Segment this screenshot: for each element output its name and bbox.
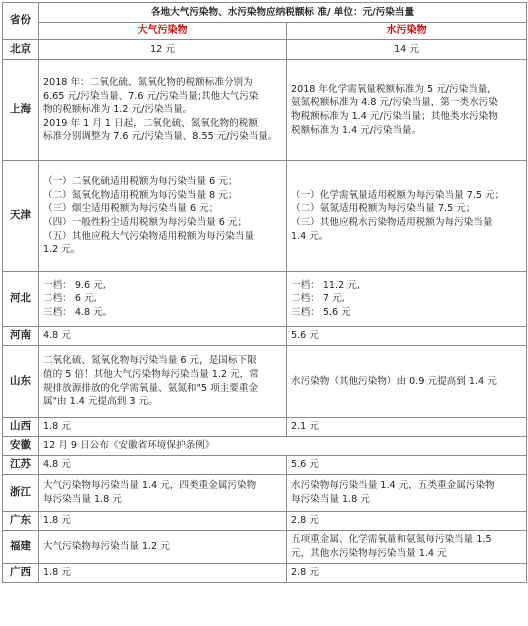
province-cell: 河南 xyxy=(3,327,39,346)
cell-text-line: 物税额标准为 1.4 元/污染当量；其他类水污染物 xyxy=(291,111,498,122)
province-cell: 山东 xyxy=(3,346,39,418)
cell-text-line: 每污染当量 1.8 元 xyxy=(291,494,370,505)
cell-text-line: 5.6 元 xyxy=(291,459,319,471)
tax-rate-table xyxy=(2,2,527,583)
cell-text-line: 1.2 元。 xyxy=(43,244,81,256)
table-title: 各地大气污染物、水污染物应纳税额标 准/ 单位：元/污染当量 xyxy=(39,3,527,23)
air-pollutant-cell xyxy=(39,327,287,346)
water-pollutant-cell xyxy=(287,564,527,583)
province-column-header: 省份 xyxy=(3,3,39,40)
table-row xyxy=(3,272,527,327)
province-cell: 河北 xyxy=(3,272,39,327)
air-pollutant-cell xyxy=(39,512,287,531)
province-cell: 江苏 xyxy=(3,456,39,475)
table-row xyxy=(3,327,527,346)
province-cell: 山西 xyxy=(3,418,39,437)
water-pollutant-cell xyxy=(287,512,527,531)
cell-text-line: （三）烟尘适用税额为每污染当量 6 元； xyxy=(43,203,219,215)
merged-note-cell xyxy=(39,437,527,456)
province-cell: 福建 xyxy=(3,531,39,564)
cell-text-line: （三）其他应税水污染物适用税额为每污染当量 xyxy=(291,217,493,228)
cell-text-line: 三档： 5.6 元 xyxy=(291,306,351,318)
cell-text-line: 二档： 7 元, xyxy=(291,293,345,305)
cell-text-line: 1.4 元。 xyxy=(291,230,329,242)
cell-text-line: 属"由 1.4 元提高到 3 元。 xyxy=(43,396,158,408)
province-cell: 北京 xyxy=(3,40,39,60)
air-pollutant-cell xyxy=(39,531,287,564)
cell-text-line: 元，其他水污染物每污染当量 1.4 元 xyxy=(291,548,447,559)
table-row xyxy=(3,512,527,531)
cell-text-line: 4.8 元 xyxy=(43,459,71,471)
air-pollutant-cell xyxy=(39,418,287,437)
cell-text-line: 2019 年 1 月 1 日起，二氧化硫、氮氧化物的税额 xyxy=(43,117,258,129)
province-cell: 广西 xyxy=(3,564,39,583)
cell-text-line: 1.8 元 xyxy=(43,421,71,433)
table-row xyxy=(3,60,527,161)
air-pollutant-cell xyxy=(39,346,287,418)
water-pollutant-cell xyxy=(287,327,527,346)
table-row xyxy=(3,40,527,60)
water-pollutant-cell xyxy=(287,40,527,60)
water-pollutant-cell xyxy=(287,475,527,512)
header-row xyxy=(3,3,527,23)
cell-text-line: 4.8 元 xyxy=(43,330,71,342)
cell-text-line: 2.8 元 xyxy=(291,515,319,527)
water-pollutant-cell xyxy=(287,418,527,437)
water-pollutant-cell xyxy=(287,346,527,418)
cell-text-line: 二档： 6 元, xyxy=(43,293,97,305)
table-row xyxy=(3,475,527,512)
water-pollutant-cell xyxy=(287,272,527,327)
table-row xyxy=(3,531,527,564)
water-pollutant-cell xyxy=(287,456,527,475)
cell-text-line: 五项重金属、化学需氧量和氨氮每污染当量 1.5 xyxy=(291,534,492,546)
cell-text-line: 14 元 xyxy=(394,43,419,55)
air-pollutant-cell xyxy=(39,40,287,60)
air-pollutant-cell xyxy=(39,456,287,475)
air-pollutant-cell xyxy=(39,272,287,327)
water-pollutant-cell xyxy=(287,531,527,564)
cell-text-line: 12 元 xyxy=(150,43,175,55)
cell-text-line: （五）其他应税大气污染物适用税额为每污染当量 xyxy=(43,230,255,242)
cell-text-line: 1.8 元 xyxy=(43,515,71,527)
province-cell: 广东 xyxy=(3,512,39,531)
table-row xyxy=(3,346,527,418)
province-cell: 安徽 xyxy=(3,437,39,456)
table-row xyxy=(3,564,527,583)
cell-text-line: 2.8 元 xyxy=(291,567,319,579)
air-pollutant-cell xyxy=(39,475,287,512)
cell-text-line: 2.1 元 xyxy=(291,421,319,433)
cell-text-line: 一档： 11.2 元, xyxy=(291,279,360,291)
water-pollutant-cell xyxy=(287,161,527,272)
water-pollutant-cell xyxy=(287,60,527,161)
cell-text-line: 6.65 元/污染当量、7.6 元/污染当量;其他大气污染 xyxy=(43,90,259,102)
cell-text-line: 每污染当量 1.8 元 xyxy=(43,494,122,505)
table-row xyxy=(3,456,527,475)
province-cell: 天津 xyxy=(3,161,39,272)
cell-text-line: 标准分别调整为 7.6 元/污染当量、8.55 元/污染当量。 xyxy=(43,131,278,143)
cell-text-line: 规排放源排放的化学需氧量、氨氮和"5 项主要重金 xyxy=(43,382,259,394)
cell-text-line: 2018 年：二氧化硫、氮氧化物的税额标准分别为 xyxy=(43,77,253,89)
air-pollutant-cell xyxy=(39,60,287,161)
cell-text-line: 5.6 元 xyxy=(291,330,319,342)
cell-text-line: 大气污染物每污染当量 1.2 元 xyxy=(43,541,170,553)
cell-text-line: 12 月 9 日公布《安徽省环境保护条例》 xyxy=(43,440,215,452)
cell-text-line: 二氧化硫、氮氧化物每污染当量 6 元，是国标下限 xyxy=(43,355,257,367)
air-pollutant-cell xyxy=(39,564,287,583)
subheader-row xyxy=(3,23,527,40)
table-row xyxy=(3,418,527,437)
cell-text-line: 1.8 元 xyxy=(43,567,71,579)
cell-text-line: （二）氮氧化物适用税额为每污染当量 8 元； xyxy=(43,189,238,201)
cell-text-line: 大气污染物每污染当量 1.4 元，四类重金属污染物 xyxy=(43,480,257,492)
tax-rate-table-body xyxy=(3,3,527,583)
cell-text-line: （一）二氧化硫适用税额为每污染当量 6 元； xyxy=(43,176,238,188)
cell-text-line: 值的 5 倍！其他大气污染物每污染当量 1.2 元，常 xyxy=(43,368,259,380)
table-row xyxy=(3,161,527,272)
cell-text-line: 税额标准为 1.4 元/污染当量。 xyxy=(291,124,422,136)
cell-text-line: 物的税额标准为 1.2 元/污染当量。 xyxy=(43,104,193,116)
air-pollutant-cell xyxy=(39,161,287,272)
cell-text-line: 水污染物每污染当量 1.4 元，五类重金属污染物 xyxy=(291,480,495,492)
table-row xyxy=(3,437,527,456)
province-cell: 浙江 xyxy=(3,475,39,512)
cell-text-line: 三档： 4.8 元。 xyxy=(43,306,113,318)
cell-text-line: 氨氮税额标准为 4.8 元/污染当量，第一类水污染 xyxy=(291,97,498,109)
cell-text-line: 2018 年化学需氧量税额标准为 5 元/污染当量, xyxy=(291,83,491,95)
cell-text-line: （一）化学需氧量适用税额为每污染当量 7.5 元； xyxy=(291,189,505,201)
air-pollutant-column-header: 大气污染物 xyxy=(39,23,287,40)
cell-text-line: （二）氨氮适用税额为每污染当量 7.5 元； xyxy=(291,203,476,215)
cell-text-line: （四）一般性粉尘适用税额为每污染当量 6 元； xyxy=(43,217,248,228)
cell-text-line: 水污染物（其他污染物）由 0.9 元提高到 1.4 元 xyxy=(291,375,497,387)
cell-text-line: 一档： 9.6 元, xyxy=(43,279,106,291)
province-cell: 上海 xyxy=(3,60,39,161)
water-pollutant-column-header: 水污染物 xyxy=(287,23,527,40)
